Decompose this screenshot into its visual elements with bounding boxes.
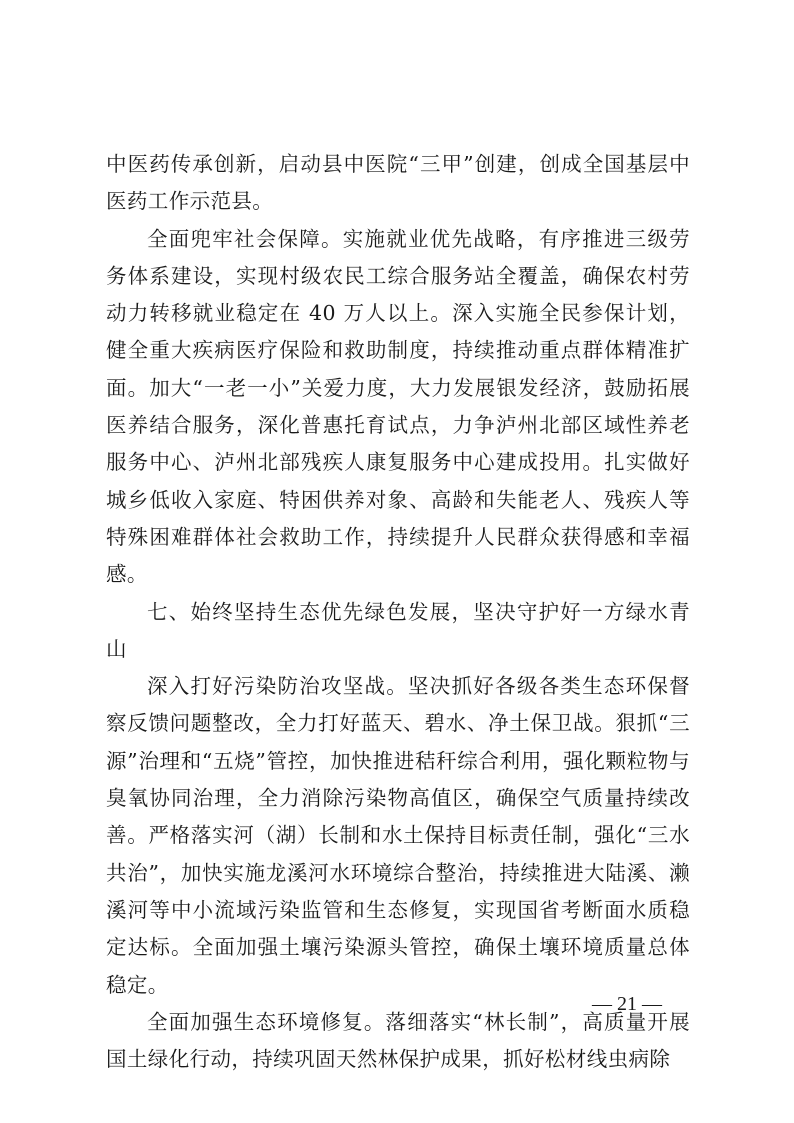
section-heading-ecology: 七、始终坚持生态优先绿色发展，坚决守护好一方绿水青山 [106,599,690,661]
paragraph-ecological-restoration: 全面加强生态环境修复。落细落实“林长制”，高质量开展国土绿化行动，持续巩固天然林保护成果，抓好松材线虫病除 [106,1009,690,1072]
paragraph-continuation: 中医药传承创新，启动县中医院“三甲”创建，创成全国基层中医药工作示范县。 [106,152,690,214]
paragraph-pollution-control: 深入打好污染防治攻坚战。坚决抓好各级各类生态环保督察反馈问题整改，全力打好蓝天、碧水、净土保卫战。狠抓“三源”治理和“五烧”管控，加快推进秸秆综合利用，强化颗粒物与臭氧协同治理，全力消除污染物高值区，确保空气质量持续改善。严格落实河（湖）长制和水土保持目标责任制，强化“三水共治”，加快实施龙溪河水环境综合整治，持续推进大陆溪、濑溪河等中小流域污染监管和生态修复，实现国省考断面水质稳定达标。全面加强土壤污染源头管控，确保土壤环境质量总体稳定。 [106,674,690,997]
paragraph-social-security: 全面兜牢社会保障。实施就业优先战略，有序推进三级劳务体系建设，实现村级农民工综合服务站全覆盖，确保农村劳动力转移就业稳定在 40 万人以上。深入实施全民参保计划，健全重大疾病医疗保险和救助制度，持续推动重点群体精准扩面。加大“一老一小”关爱力度，大力发展银发经济，鼓励拓展医养结合服务，深化普惠托育试点，力争泸州北部区域性养老服务中心、泸州北部残疾人康复服务中心建成投用。扎实做好城乡低收入家庭、特困供养对象、高龄和失能老人、残疾人等特殊困难群体社会救助工作，持续提升人民群众获得感和幸福感。 [106,226,690,587]
page-number: — 21 — [592,993,662,1015]
body-text [106,146,690,1078]
